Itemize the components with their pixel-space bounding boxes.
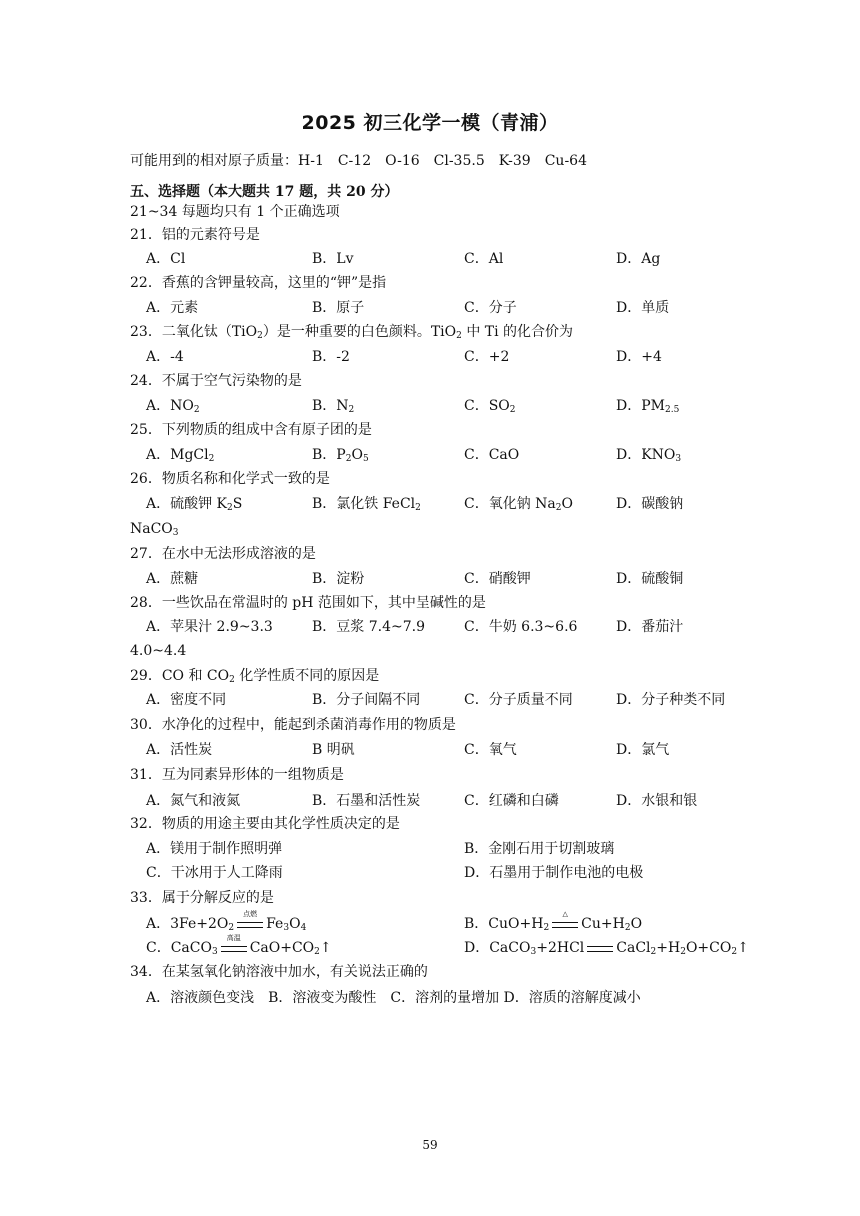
q27-option-d: D．硫酸铜 bbox=[616, 571, 684, 587]
q23-option-d: D．+4 bbox=[616, 349, 662, 365]
q30-stem: 30．水净化的过程中，能起到杀菌消毒作用的物质是 bbox=[130, 717, 456, 733]
q33-option-a: A．$3Fe+2O_2$ 点燃 $Fe_3O_4$ bbox=[146, 910, 307, 933]
q27-stem: 27．在水中无法形成溶液的是 bbox=[130, 546, 316, 562]
q30-option-a: A．活性炭 bbox=[146, 742, 213, 758]
q33-option-c: C．CaCO$_3$ 高温 $CaO+CO_2↑$ bbox=[146, 934, 332, 957]
q22-option-d: D．单质 bbox=[616, 300, 670, 316]
q31-stem: 31．互为同素异形体的一组物质是 bbox=[130, 767, 344, 783]
page-title: 2025 初三化学一模（青浦） bbox=[301, 112, 559, 134]
q30-option-d: D．氯气 bbox=[616, 742, 670, 758]
reaction-equals-sign: 点燃 bbox=[237, 919, 263, 929]
q26-stem: 26．物质名称和化学式一致的是 bbox=[130, 471, 330, 487]
q28-option-d-continued: 4.0~4.4 bbox=[130, 643, 187, 659]
q25-option-d: D．$KNO_3$ bbox=[616, 447, 682, 464]
q24-option-a: A．$NO_2$ bbox=[146, 398, 200, 415]
q33-stem: 33．属于分解反应的是 bbox=[130, 890, 274, 906]
q25-stem: 25．下列物质的组成中含有原子团的是 bbox=[130, 422, 372, 438]
q24-option-c: C．$SO_2$ bbox=[464, 398, 516, 415]
q21-option-a: A．Cl bbox=[146, 251, 186, 267]
q28-option-c: C．牛奶 6.3~6.6 bbox=[464, 619, 578, 635]
q23-option-a: A．-4 bbox=[146, 349, 184, 365]
q33-option-b: B．$CuO+H_2$ △ $Cu+H_2O$ bbox=[464, 910, 643, 933]
q29-stem: 29．CO 和 $CO_2$ 化学性质不同的原因是 bbox=[130, 668, 380, 685]
q21-option-b: B．Lv bbox=[312, 251, 354, 267]
q28-option-b: B．豆浆 7.4~7.9 bbox=[312, 619, 425, 635]
q25-option-b: B．$P_2O_5$ bbox=[312, 447, 369, 464]
q22-stem: 22．香蕉的含钾量较高，这里的“钾”是指 bbox=[130, 275, 387, 291]
q31-option-b: B．石墨和活性炭 bbox=[312, 793, 421, 809]
q21-option-d: D．Ag bbox=[616, 251, 661, 267]
q25-option-c: C．CaO bbox=[464, 447, 520, 463]
q31-option-a: A．氮气和液氮 bbox=[146, 793, 241, 809]
reaction-equals-sign bbox=[587, 943, 613, 953]
q31-option-c: C．红磷和白磷 bbox=[464, 793, 559, 809]
q21-stem: 21．铝的元素符号是 bbox=[130, 227, 260, 243]
q27-option-c: C．硝酸钾 bbox=[464, 571, 531, 587]
section-header: 五、选择题（本大题共 17 题，共 20 分） bbox=[130, 184, 399, 200]
q32-option-b: B．金刚石用于切割玻璃 bbox=[464, 841, 615, 857]
q33-option-d: D．CaCO$_3$+2HCl $CaCl_2+H_2O+CO_2↑$ bbox=[464, 940, 749, 957]
section-note: 21~34 每题均只有 1 个正确选项 bbox=[130, 204, 340, 220]
q32-option-d: D．石墨用于制作电池的电极 bbox=[464, 865, 644, 881]
q28-stem: 28．一些饮品在常温时的 pH 范围如下，其中呈碱性的是 bbox=[130, 595, 486, 611]
q34-stem: 34．在某氢氧化钠溶液中加水，有关说法正确的 bbox=[130, 964, 428, 980]
q23-option-b: B．-2 bbox=[312, 349, 350, 365]
q26-option-c: C．氧化钠 $Na_2O$ bbox=[464, 496, 573, 513]
q29-option-a: A．密度不同 bbox=[146, 692, 227, 708]
q26-option-d-continued: NaCO$_3$ bbox=[130, 521, 179, 538]
reaction-equals-sign: △ bbox=[552, 919, 578, 929]
q24-stem: 24．不属于空气污染物的是 bbox=[130, 373, 302, 389]
q22-option-a: A．元素 bbox=[146, 300, 199, 316]
q27-option-a: A．蔗糖 bbox=[146, 571, 199, 587]
q29-option-b: B．分子间隔不同 bbox=[312, 692, 421, 708]
q23-option-c: C．+2 bbox=[464, 349, 510, 365]
q28-option-d: D．番茄汁 bbox=[616, 619, 684, 635]
q29-option-c: C．分子质量不同 bbox=[464, 692, 573, 708]
q23-stem: 23．二氧化钛（TiO$_2$）是一种重要的白色颜料。TiO$_2$ 中 Ti 的化合价为 bbox=[130, 324, 574, 341]
atomic-masses: 可能用到的相对原子质量：H-1 C-12 O-16 Cl-35.5 K-39 Cu-64 bbox=[130, 153, 587, 169]
q26-option-a: A．硫酸钾 $K_2S$ bbox=[146, 496, 243, 513]
page-number: 59 bbox=[422, 1138, 438, 1152]
q28-option-a: A．苹果汁 2.9~3.3 bbox=[146, 619, 273, 635]
q32-option-a: A．镁用于制作照明弹 bbox=[146, 841, 283, 857]
q30-option-b: B 明矾 bbox=[312, 742, 355, 758]
q22-option-b: B．原子 bbox=[312, 300, 365, 316]
q29-option-d: D．分子种类不同 bbox=[616, 692, 726, 708]
q32-stem: 32．物质的用途主要由其化学性质决定的是 bbox=[130, 816, 400, 832]
q32-option-c: C．干冰用于人工降雨 bbox=[146, 865, 283, 881]
q21-option-c: C．Al bbox=[464, 251, 504, 267]
q26-option-b: B．氯化铁 FeCl$_2$ bbox=[312, 496, 421, 513]
q34-options: A．溶液颜色变浅 B．溶液变为酸性 C．溶剂的量增加 D．溶质的溶解度减小 bbox=[146, 990, 641, 1006]
q31-option-d: D．水银和银 bbox=[616, 793, 698, 809]
q22-option-c: C．分子 bbox=[464, 300, 517, 316]
q24-option-b: B．$N_2$ bbox=[312, 398, 355, 415]
q27-option-b: B．淀粉 bbox=[312, 571, 365, 587]
q26-option-d: D．碳酸钠 bbox=[616, 496, 684, 512]
q24-option-d: D．$PM_{2.5}$ bbox=[616, 398, 680, 415]
q30-option-c: C．氧气 bbox=[464, 742, 517, 758]
reaction-equals-sign: 高温 bbox=[221, 943, 247, 953]
q25-option-a: A．MgCl$_2$ bbox=[146, 447, 215, 464]
